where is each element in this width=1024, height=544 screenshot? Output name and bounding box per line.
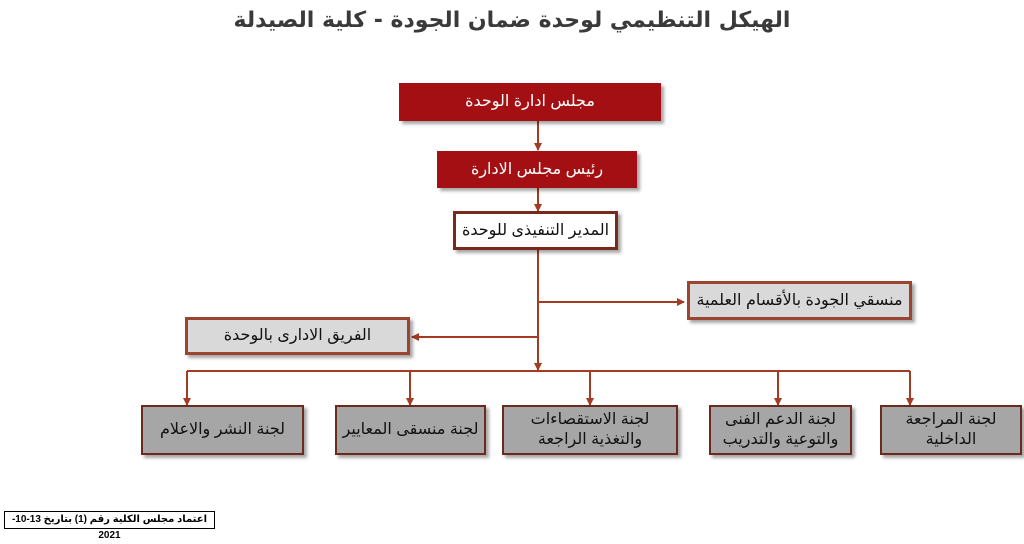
node-coordinators-label: منسقي الجودة بالأقسام العلمية <box>696 291 903 309</box>
node-board <box>399 83 661 121</box>
committee-surveys-label: لجنة الاستقصاءات والتغذية الراجعة <box>530 411 650 448</box>
committee-internal-audit-label: لجنة المراجعة الداخلية <box>905 411 997 448</box>
committee-standards-label: لجنة منسقى المعايير <box>342 421 479 438</box>
node-admin-team-label: الفريق الادارى بالوحدة <box>223 327 372 344</box>
node-coordinators <box>687 281 912 320</box>
node-admin-team <box>185 317 410 355</box>
committee-surveys <box>502 405 678 455</box>
committee-standards <box>335 405 486 455</box>
chart-title: الهيكل التنظيمي لوحدة ضمان الجودة - كلية الصيدلة <box>233 8 791 33</box>
committee-support <box>709 405 852 455</box>
committee-internal-audit <box>880 405 1022 455</box>
approval-note: اعتماد مجلس الكلية رقم (1) بتاريخ 13-10-2021 <box>4 511 215 529</box>
node-board-label: مجلس ادارة الوحدة <box>465 93 595 110</box>
node-chairman <box>437 151 637 188</box>
committee-media <box>141 405 304 455</box>
committee-media-label: لجنة النشر والاعلام <box>159 421 286 438</box>
committee-support-label: لجنة الدعم الفنى والتوعية والتدريب <box>722 411 839 448</box>
node-director-label: المدير التنفيذى للوحدة <box>461 221 610 239</box>
node-chairman-label: رئيس مجلس الادارة <box>470 160 604 178</box>
node-director <box>453 211 618 250</box>
